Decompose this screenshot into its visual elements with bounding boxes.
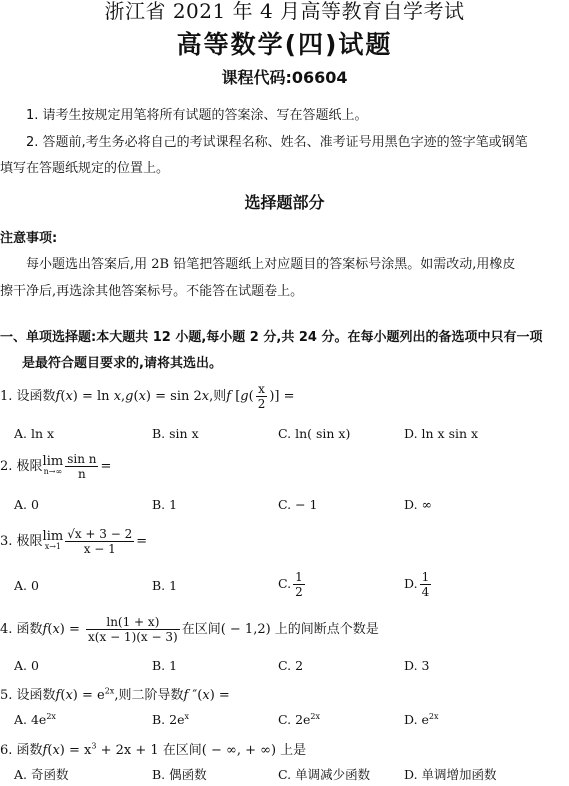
- q3-option-a: A. 0: [14, 578, 39, 593]
- q2-limit: lim n→∞: [42, 453, 64, 476]
- question-4: 4. 函数f(x) = $\frac{\ln(1 + x)}{x(x - 1)(x - 3)}$ 在区间( − 1,2) 上的间断点个数是: [0, 615, 379, 644]
- q6-option-b: B. 偶函数: [152, 767, 207, 782]
- exam-header: 浙江省 2021 年 4 月高等教育自学考试: [104, 0, 465, 23]
- question-1: 1. 设函数f(x) = ln x,g(x) = sin 2x,则f [g( $\frac{x}{2}$ )] =: [0, 382, 295, 411]
- q1-fraction: $\frac{x}{2}$: [257, 382, 266, 411]
- question-5: 5. 设函数$f(x) = e^{2x}$,则二阶导数f ″(x) =: [0, 686, 230, 703]
- exam-title: 高等数学(四)试题: [176, 30, 393, 59]
- question-3: 3. 极限lim x→1 $\frac{√x + 3 - 2}{x - 1}$ =: [0, 527, 148, 556]
- q3-option-b: B. 1: [152, 578, 178, 593]
- q5-option-c: C. $2e^{2x}$: [278, 712, 321, 728]
- q6-option-a: A. 奇函数: [14, 767, 69, 782]
- q3-option-c: C. $\frac{1}{2}$: [278, 570, 303, 599]
- course-code: 课程代码:06604: [221, 68, 348, 87]
- notice-line-1: 每小题选出答案后,用 2B 铅笔把答题纸上对应题目的答案标号涂黑。如需改动,用橡皮: [26, 257, 516, 272]
- question-6: 6. 函数$f(x) = x^3 + 2x + 1$ 在区间( − ∞, + ∞) 上是: [0, 741, 307, 758]
- notice-line-2: 擦干净后,再选涂其他答案标号。不能答在试题卷上。: [0, 284, 304, 299]
- q3-option-d: D. $\frac{1}{4}$: [404, 570, 430, 599]
- q2-option-d: D. ∞: [404, 497, 432, 512]
- q6-option-c: C. 单调减少函数: [278, 767, 371, 782]
- q2-option-b: B. 1: [152, 497, 178, 512]
- q2-fraction: $\frac{\text{sin n}}{n}$: [67, 452, 97, 481]
- q4-option-a: A. 0: [14, 658, 39, 673]
- q4-fraction: $\frac{\ln(1 + x)}{x(x - 1)(x - 3)}$: [88, 615, 178, 644]
- q5-option-d: D. $e^{2x}$: [404, 712, 439, 728]
- section-title: 选择题部分: [244, 193, 325, 212]
- q1-option-c: C. ln( sin x): [278, 426, 351, 441]
- q5-option-a: A. $4e^{2x}$: [14, 712, 56, 728]
- q6-option-d: D. 单调增加函数: [404, 767, 497, 782]
- notice-title: 注意事项:: [0, 231, 58, 246]
- q4-option-b: B. 1: [152, 658, 178, 673]
- instruction-2a: 2. 答题前,考生务必将自己的考试课程名称、姓名、准考证号用黑色字迹的签字笔或钢笔: [26, 135, 528, 150]
- q2-option-c: C. − 1: [278, 497, 318, 512]
- q4-option-d: D. 3: [404, 658, 430, 673]
- part1-heading-cont: 是最符合题目要求的,请将其选出。: [22, 356, 222, 371]
- q5-option-b: B. $2e^x$: [152, 712, 189, 728]
- part1-heading: 一、单项选择题:本大题共 12 小题,每小题 2 分,共 24 分。在每小题列出的备选项中只有一项: [0, 330, 543, 345]
- instruction-1: 1. 请考生按规定用笔将所有试题的答案涂、写在答题纸上。: [26, 108, 368, 123]
- q3-option-c-fraction: $\frac{1}{2}$: [295, 570, 303, 599]
- q1-option-b: B. sin x: [152, 426, 199, 441]
- q1-option-d: D. ln x sin x: [404, 426, 479, 441]
- q4-option-c: C. 2: [278, 658, 304, 673]
- q3-option-d-fraction: $\frac{1}{4}$: [421, 570, 430, 599]
- q2-option-a: A. 0: [14, 497, 39, 512]
- q3-limit: lim x→1: [42, 528, 64, 551]
- q3-fraction: $\frac{√x + 3 - 2}{x - 1}$: [67, 527, 133, 556]
- instruction-2b: 填写在答题纸规定的位置上。: [0, 161, 170, 176]
- question-2: 2. 极限lim n→∞ $\frac{\text{sin n}}{n}$ =: [0, 452, 112, 481]
- q1-option-a: A. ln x: [14, 426, 55, 441]
